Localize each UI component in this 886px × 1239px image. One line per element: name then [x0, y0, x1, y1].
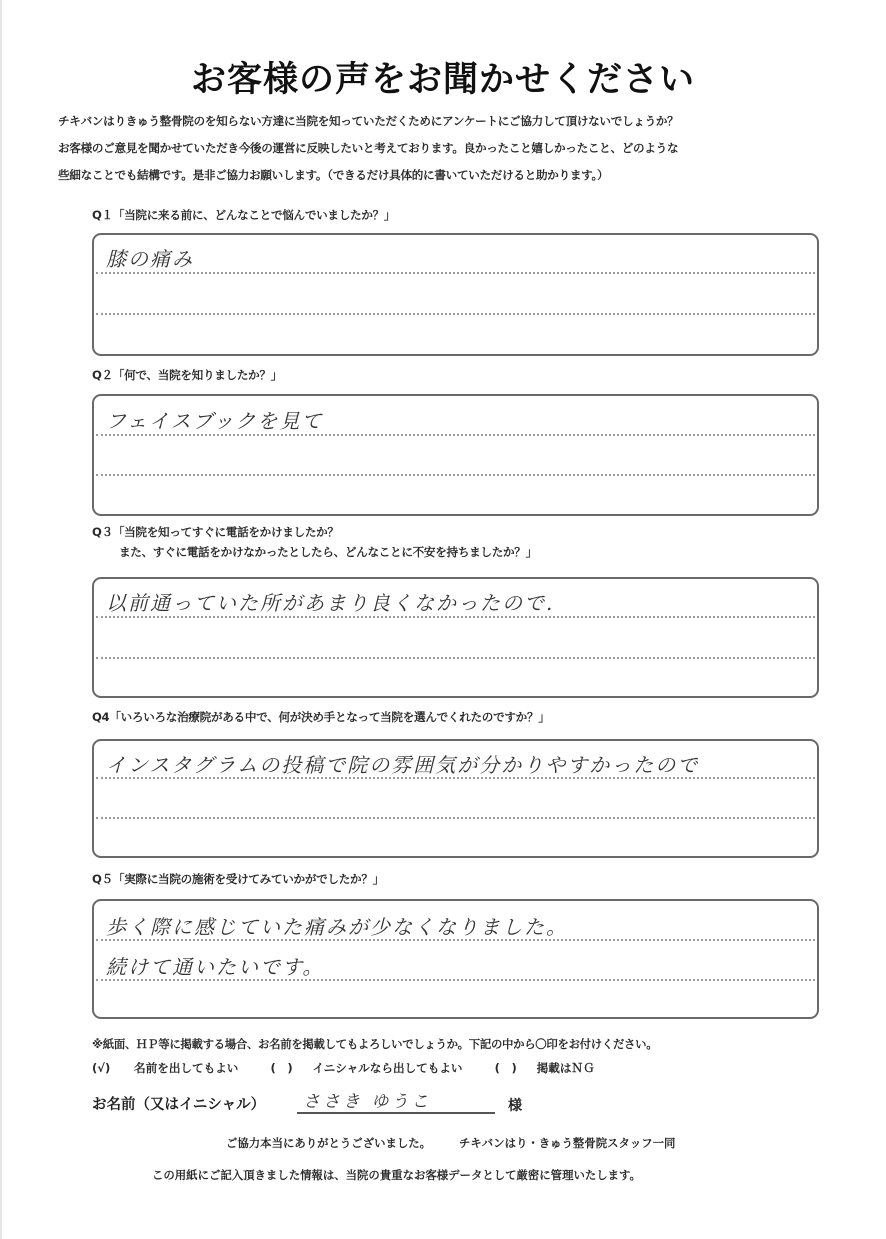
- answer-box-2[interactable]: [92, 394, 819, 516]
- answer-4-line-1: インスタグラムの投稿で院の雰囲気が分かりやすかったので: [106, 753, 700, 777]
- name-label: お名前（又はイニシャル）: [92, 1097, 266, 1113]
- dotted-rule: [96, 272, 815, 274]
- question-1-label: [92, 205, 395, 225]
- name-field[interactable]: ささき ゆうこ: [297, 1092, 495, 1114]
- checkbox-empty-icon[interactable]: ( ): [494, 1061, 517, 1075]
- answer-box-3[interactable]: [92, 577, 819, 698]
- publication-consent-note: ※紙面、ＨＰ等に掲載する場合、お名前を掲載してもよろしいでしょうか。下記の中から〇印をお付けください。: [92, 1037, 658, 1051]
- thanks-line: [226, 1135, 675, 1151]
- answer-5-line-2: 続けて通いたいです。: [106, 955, 325, 979]
- answer-3-line-1: 以前通っていた所があまり良くなかったので.: [106, 591, 555, 615]
- answer-1-line-1: 膝の痛み: [106, 247, 194, 271]
- question-3-text: Q３「当院を知ってすぐに電話をかけましたか？: [92, 525, 339, 539]
- staff-signature: チキバンはり・きゅう整骨院スタッフ一同: [459, 1136, 676, 1150]
- question-5-text: Q５「実際に当院の施術を受けてみていかがでしたか？」: [92, 872, 384, 886]
- dotted-rule: [96, 474, 815, 476]
- page-edge: [0, 0, 2, 1239]
- consent-option-name-ok[interactable]: [92, 1061, 256, 1075]
- question-2-text: Q２「何で、当院を知りましたか？」: [92, 368, 283, 382]
- question-5-label: [92, 869, 384, 889]
- question-3-subtext: また、すぐに電話をかけなかったとしたら、どんなことに不安を持ちましたか？」: [119, 545, 537, 559]
- answer-box-5[interactable]: [92, 899, 819, 1019]
- question-4-label: [92, 707, 550, 727]
- consent-option-label: 掲載はＮＧ: [536, 1061, 595, 1075]
- intro-line-1: チキバンはりきゅう整骨院のを知らない方達に当院を知っていただくためにアンケートにご協力して頂けないでしょうか？: [58, 114, 679, 128]
- checkbox-checked-icon[interactable]: (√): [92, 1061, 111, 1075]
- question-4-text: Q4「いろいろな治療院がある中で、何が決め手となって当院を選んでくれたのですか？」: [92, 710, 550, 724]
- answer-box-1[interactable]: [92, 233, 819, 356]
- thanks-text: ご協力本当にありがとうございました。: [226, 1136, 432, 1150]
- dotted-rule: [96, 657, 815, 659]
- question-1-text: Q１「当院に来る前に、どんなことで悩んでいましたか？」: [92, 208, 396, 222]
- question-2-label: [92, 365, 282, 385]
- dotted-rule: [96, 817, 815, 819]
- page-title: お客様の声をお聞かせください: [190, 59, 695, 100]
- intro-line-2: お客様のご意見を聞かせていただき今後の運営に反映したいと考えております。良かったこと嬉しかったこと、どのような: [58, 141, 679, 155]
- consent-option-label: イニシャルなら出してもよい: [312, 1061, 463, 1075]
- intro-line-3: 些細なことでも結構です。是非ご協力お願いします。（できるだけ具体的に書いていただけると助かります。）: [58, 168, 609, 182]
- consent-option-label: 名前を出してもよい: [134, 1061, 239, 1075]
- answer-box-4[interactable]: [92, 739, 819, 858]
- dotted-rule: [96, 616, 815, 618]
- consent-option-initials-ok[interactable]: [270, 1061, 480, 1075]
- checkbox-empty-icon[interactable]: ( ): [270, 1061, 293, 1075]
- dotted-rule: [96, 434, 815, 436]
- consent-option-no-publish[interactable]: [495, 1061, 609, 1075]
- answer-5-line-1: 歩く際に感じていた痛みが少なくなりました。: [106, 915, 568, 939]
- privacy-notice: この用紙にご記入頂きました情報は、当院の貴重なお客様データとして厳密に管理いたします。: [152, 1168, 641, 1182]
- name-suffix: 様: [508, 1098, 522, 1114]
- intro-text: [58, 108, 848, 189]
- consent-options: [92, 1060, 623, 1076]
- question-3-label: [92, 522, 537, 562]
- dotted-rule: [96, 313, 815, 315]
- answer-2-line-1: フェイスブックを見て: [106, 409, 324, 433]
